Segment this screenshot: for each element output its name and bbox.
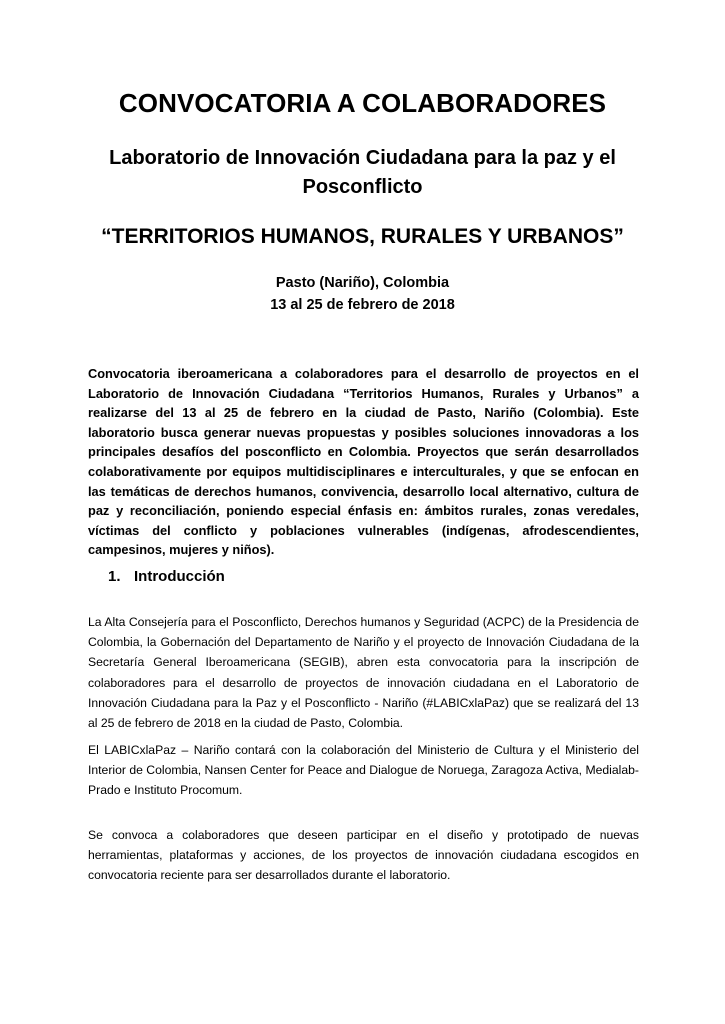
section-title: Introducción bbox=[134, 568, 225, 585]
section-heading bbox=[108, 568, 225, 585]
abstract-paragraph: Convocatoria iberoamericana a colaboradores para el desarrollo de proyectos en el Laboratorio de Innovación Ciudadana “Territorios Humanos, Rurales y Urbanos” a realizarse del 13 al 25 de febrero en la ciudad de Pasto, Nariño (Colombia). Este laboratorio busca generar nuevas propuestas y posibles soluciones innovadoras a los principales desafíos del posconflicto en Colombia. Proyectos que serán desarrollados colaborativamente por equipos multidisciplinares e interculturales, y que se enfocan en las temáticas de derechos humanos, convivencia, desarrollo local alternativo, cultura de paz y reconciliación, poniendo especial énfasis en: ámbitos rurales, zonas veredales, víctimas del conflicto y poblaciones vulnerables (indígenas, afrodescendientes, campesinos, mujeres y niños). bbox=[88, 366, 639, 558]
location-block bbox=[0, 272, 725, 316]
body-paragraph: Se convoca a colaboradores que deseen participar en el diseño y prototipado de nuevas herramientas, plataformas y acciones, de los proyectos de innovación ciudadana escogidos en convocatoria reciente para ser desarrollados durante el laboratorio. bbox=[88, 828, 639, 883]
section-number: 1. bbox=[108, 568, 121, 585]
location-text: Pasto (Nariño), Colombia bbox=[275, 275, 450, 291]
body-paragraph: La Alta Consejería para el Posconflicto, Derechos humanos y Seguridad (ACPC) de la Presidencia de Colombia, la Gobernación del Departamento de Nariño y el proyecto de Innovación Ciudadana de la Secretaría General Iberoamericana (SEGIB), abren esta convocatoria para la inscripción de colaboradores para el desarrollo de proyectos de innovación ciudadana en el Laboratorio de Innovación Ciudadana para la Paz y el Posconflicto - Nariño (#LABICxlaPaz) que se realizará del 13 al 25 de febrero de 2018 en la ciudad de Pasto, Colombia. bbox=[88, 615, 639, 731]
document-subtitle: Laboratorio de Innovación Ciudadana para la paz y el Posconflicto bbox=[109, 147, 616, 198]
dates-text: 13 al 25 de febrero de 2018 bbox=[270, 297, 455, 313]
project-title: “TERRITORIOS HUMANOS, RURALES Y URBANOS” bbox=[101, 225, 624, 248]
document-title: CONVOCATORIA A COLABORADORES bbox=[118, 88, 607, 118]
body-paragraph: El LABICxlaPaz – Nariño contará con la colaboración del Ministerio de Cultura y el Ministerio del Interior de Colombia, Nansen Center for Peace and Dialogue de Noruega, Zaragoza Activa, Medialab-Prado e Instituto Procomum. bbox=[88, 743, 639, 798]
